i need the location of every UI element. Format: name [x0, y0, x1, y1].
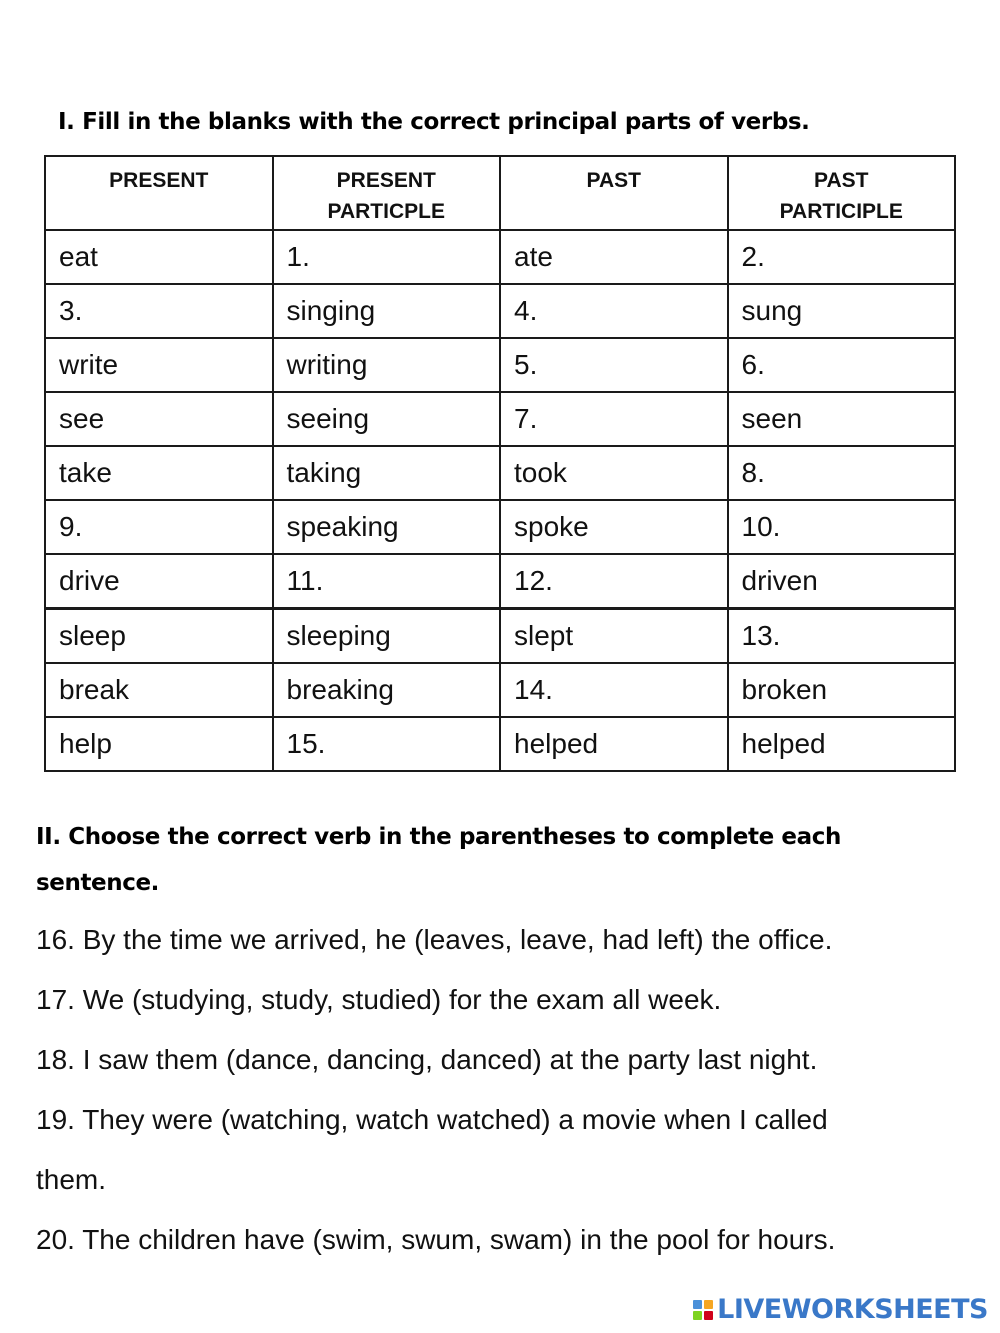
table-cell: write	[45, 338, 273, 392]
question-20[interactable]: 20. The children have (swim, swum, swam) in the pool for hours.	[36, 1224, 836, 1255]
blank-1[interactable]: 1.	[273, 230, 501, 284]
blank-13[interactable]: 13.	[728, 609, 956, 664]
table-cell: break	[45, 663, 273, 717]
table-cell: singing	[273, 284, 501, 338]
table-cell: broken	[728, 663, 956, 717]
table-cell: helped	[500, 717, 728, 771]
header-past-participle: PAST PARTICIPLE	[728, 156, 956, 230]
table-cell: spoke	[500, 500, 728, 554]
table-cell: slept	[500, 609, 728, 664]
table-cell: take	[45, 446, 273, 500]
blank-6[interactable]: 6.	[728, 338, 956, 392]
table-header-row	[45, 156, 955, 230]
blank-5[interactable]: 5.	[500, 338, 728, 392]
logo-text: LIVEWORKSHEETS	[717, 1294, 988, 1325]
blank-8[interactable]: 8.	[728, 446, 956, 500]
header-present: PRESENT	[45, 156, 273, 230]
table-row	[45, 554, 955, 609]
question-19[interactable]: 19. They were (watching, watch watched) a movie when I called	[36, 1104, 828, 1135]
header-past: PAST	[500, 156, 728, 230]
table-row	[45, 284, 955, 338]
table-cell: help	[45, 717, 273, 771]
table-row	[45, 500, 955, 554]
table-cell: speaking	[273, 500, 501, 554]
table-cell: took	[500, 446, 728, 500]
blank-7[interactable]: 7.	[500, 392, 728, 446]
table-cell: writing	[273, 338, 501, 392]
table-cell: seen	[728, 392, 956, 446]
table-cell: sung	[728, 284, 956, 338]
table-row	[45, 446, 955, 500]
section-1-heading: I. Fill in the blanks with the correct principal parts of verbs.	[58, 109, 810, 135]
table-row	[45, 392, 955, 446]
logo-square-green	[693, 1311, 702, 1320]
table-cell: sleeping	[273, 609, 501, 664]
logo-square-red	[704, 1311, 713, 1320]
logo-mark-icon	[693, 1300, 713, 1320]
table-row	[45, 717, 955, 771]
table-row	[45, 230, 955, 284]
section-2-heading: II. Choose the correct verb in the parentheses to complete each	[36, 824, 841, 850]
blank-11[interactable]: 11.	[273, 554, 501, 609]
blank-2[interactable]: 2.	[728, 230, 956, 284]
blank-9[interactable]: 9.	[45, 500, 273, 554]
table-cell: helped	[728, 717, 956, 771]
blank-4[interactable]: 4.	[500, 284, 728, 338]
table-cell: sleep	[45, 609, 273, 664]
question-18[interactable]: 18. I saw them (dance, dancing, danced) at the party last night.	[36, 1044, 818, 1075]
blank-3[interactable]: 3.	[45, 284, 273, 338]
table-cell: driven	[728, 554, 956, 609]
blank-12[interactable]: 12.	[500, 554, 728, 609]
table-cell: ate	[500, 230, 728, 284]
table-cell: see	[45, 392, 273, 446]
table-cell: drive	[45, 554, 273, 609]
section-2-heading-continued: sentence.	[36, 870, 160, 896]
question-17[interactable]: 17. We (studying, study, studied) for the exam all week.	[36, 984, 722, 1015]
header-present-participle: PRESENT PARTICPLE	[273, 156, 501, 230]
blank-14[interactable]: 14.	[500, 663, 728, 717]
table-row	[45, 663, 955, 717]
table-cell: eat	[45, 230, 273, 284]
table-cell: taking	[273, 446, 501, 500]
table-row	[45, 338, 955, 392]
verb-table	[44, 155, 956, 772]
table-cell: breaking	[273, 663, 501, 717]
question-19-continued: them.	[36, 1164, 107, 1195]
table-row	[45, 609, 955, 664]
liveworksheets-logo	[693, 1294, 988, 1325]
blank-10[interactable]: 10.	[728, 500, 956, 554]
blank-15[interactable]: 15.	[273, 717, 501, 771]
question-16[interactable]: 16. By the time we arrived, he (leaves, leave, had left) the office.	[36, 924, 833, 955]
logo-square-orange	[704, 1300, 713, 1309]
table-cell: seeing	[273, 392, 501, 446]
logo-square-blue	[693, 1300, 702, 1309]
